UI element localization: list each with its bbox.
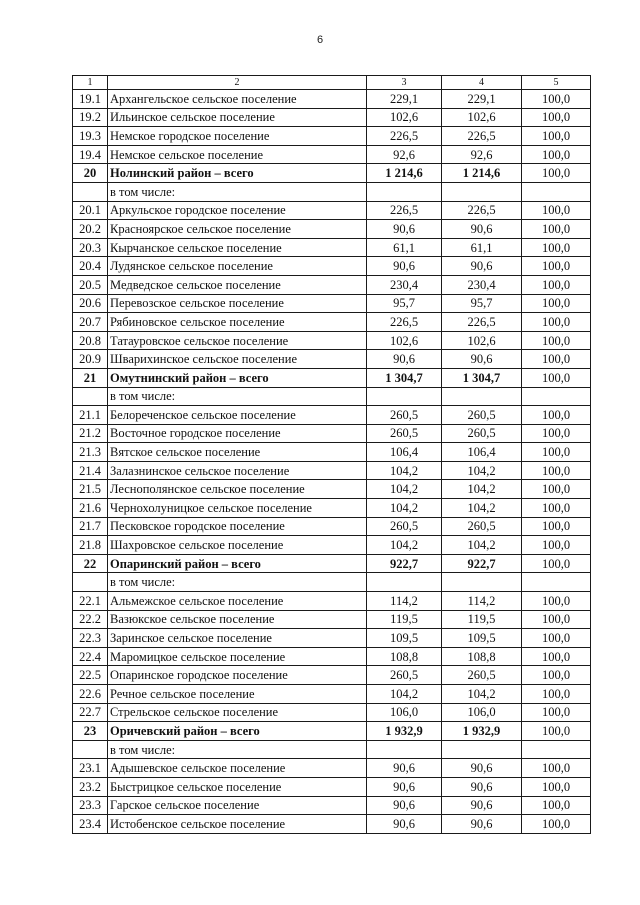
value-col3-cell bbox=[367, 740, 442, 759]
column-header-3: 3 bbox=[367, 76, 442, 90]
table-row bbox=[73, 610, 591, 629]
percent-cell bbox=[522, 182, 591, 201]
value-col3-cell: 102,6 bbox=[367, 331, 442, 350]
table-row bbox=[73, 90, 591, 109]
value-col3-cell: 260,5 bbox=[367, 517, 442, 536]
row-number-cell bbox=[73, 387, 108, 406]
value-col3-cell: 90,6 bbox=[367, 257, 442, 276]
table-row bbox=[73, 331, 591, 350]
row-number-cell: 21.1 bbox=[73, 406, 108, 425]
percent-cell: 100,0 bbox=[522, 127, 591, 146]
percent-cell: 100,0 bbox=[522, 164, 591, 183]
value-col4-cell: 104,2 bbox=[442, 685, 522, 704]
value-col4-cell: 104,2 bbox=[442, 499, 522, 518]
value-col3-cell: 104,2 bbox=[367, 499, 442, 518]
value-col3-cell: 108,8 bbox=[367, 647, 442, 666]
table-row bbox=[73, 294, 591, 313]
row-number-cell: 22.2 bbox=[73, 610, 108, 629]
percent-cell: 100,0 bbox=[522, 703, 591, 722]
value-col4-cell bbox=[442, 740, 522, 759]
row-number-cell: 21.7 bbox=[73, 517, 108, 536]
table-row bbox=[73, 499, 591, 518]
percent-cell: 100,0 bbox=[522, 368, 591, 387]
table-row bbox=[73, 517, 591, 536]
row-number-cell: 22.3 bbox=[73, 629, 108, 648]
settlement-name-cell: Леснополянское сельское поселение bbox=[108, 480, 367, 499]
column-header-1: 1 bbox=[73, 76, 108, 90]
row-number-cell: 20 bbox=[73, 164, 108, 183]
settlement-name-cell: Речное сельское поселение bbox=[108, 685, 367, 704]
column-number-row bbox=[73, 76, 591, 90]
table-row bbox=[73, 796, 591, 815]
row-number-cell: 20.3 bbox=[73, 238, 108, 257]
settlement-name-cell: в том числе: bbox=[108, 387, 367, 406]
percent-cell bbox=[522, 740, 591, 759]
settlement-name-cell: Залазнинское сельское поселение bbox=[108, 461, 367, 480]
table-row bbox=[73, 685, 591, 704]
settlements-table bbox=[72, 75, 591, 834]
row-number-cell: 21.3 bbox=[73, 443, 108, 462]
value-col3-cell: 260,5 bbox=[367, 424, 442, 443]
settlement-name-cell: Немское сельское поселение bbox=[108, 145, 367, 164]
value-col3-cell: 226,5 bbox=[367, 313, 442, 332]
table-row bbox=[73, 703, 591, 722]
row-number-cell: 21.5 bbox=[73, 480, 108, 499]
settlement-name-cell: Медведское сельское поселение bbox=[108, 275, 367, 294]
settlement-name-cell: Вятское сельское поселение bbox=[108, 443, 367, 462]
percent-cell: 100,0 bbox=[522, 592, 591, 611]
row-number-cell: 23.2 bbox=[73, 777, 108, 796]
value-col4-cell: 229,1 bbox=[442, 90, 522, 109]
value-col3-cell: 90,6 bbox=[367, 796, 442, 815]
settlement-name-cell: Немское городское поселение bbox=[108, 127, 367, 146]
district-total-row bbox=[73, 722, 591, 741]
value-col4-cell: 119,5 bbox=[442, 610, 522, 629]
settlement-name-cell: Песковское городское поселение bbox=[108, 517, 367, 536]
table-row bbox=[73, 461, 591, 480]
value-col3-cell bbox=[367, 387, 442, 406]
value-col4-cell: 109,5 bbox=[442, 629, 522, 648]
settlement-name-cell: Оричевский район – всего bbox=[108, 722, 367, 741]
row-number-cell: 20.2 bbox=[73, 220, 108, 239]
value-col4-cell: 61,1 bbox=[442, 238, 522, 257]
value-col4-cell: 260,5 bbox=[442, 424, 522, 443]
table-row bbox=[73, 313, 591, 332]
row-number-cell: 20.6 bbox=[73, 294, 108, 313]
value-col4-cell: 102,6 bbox=[442, 108, 522, 127]
row-number-cell bbox=[73, 573, 108, 592]
value-col4-cell: 102,6 bbox=[442, 331, 522, 350]
value-col3-cell: 109,5 bbox=[367, 629, 442, 648]
percent-cell: 100,0 bbox=[522, 424, 591, 443]
percent-cell: 100,0 bbox=[522, 647, 591, 666]
row-number-cell: 23.3 bbox=[73, 796, 108, 815]
settlement-name-cell: Белореченское сельское поселение bbox=[108, 406, 367, 425]
district-total-row bbox=[73, 164, 591, 183]
value-col3-cell: 61,1 bbox=[367, 238, 442, 257]
table-row bbox=[73, 257, 591, 276]
settlement-name-cell: Омутнинский район – всего bbox=[108, 368, 367, 387]
table-row bbox=[73, 480, 591, 499]
settlement-name-cell: Чернохолуницкое сельское поселение bbox=[108, 499, 367, 518]
value-col4-cell: 90,6 bbox=[442, 220, 522, 239]
settlement-name-cell: Лудянское сельское поселение bbox=[108, 257, 367, 276]
value-col3-cell: 1 214,6 bbox=[367, 164, 442, 183]
row-number-cell: 21 bbox=[73, 368, 108, 387]
row-number-cell bbox=[73, 182, 108, 201]
percent-cell: 100,0 bbox=[522, 220, 591, 239]
settlement-name-cell: Ильинское сельское поселение bbox=[108, 108, 367, 127]
percent-cell bbox=[522, 387, 591, 406]
value-col3-cell: 1 304,7 bbox=[367, 368, 442, 387]
value-col4-cell: 90,6 bbox=[442, 350, 522, 369]
value-col4-cell: 260,5 bbox=[442, 517, 522, 536]
value-col4-cell: 230,4 bbox=[442, 275, 522, 294]
value-col4-cell: 92,6 bbox=[442, 145, 522, 164]
row-number-cell: 22.5 bbox=[73, 666, 108, 685]
value-col3-cell bbox=[367, 182, 442, 201]
table-row bbox=[73, 666, 591, 685]
value-col3-cell: 104,2 bbox=[367, 685, 442, 704]
settlement-name-cell: Рябиновское сельское поселение bbox=[108, 313, 367, 332]
value-col4-cell: 1 214,6 bbox=[442, 164, 522, 183]
percent-cell: 100,0 bbox=[522, 443, 591, 462]
subheading-row bbox=[73, 182, 591, 201]
percent-cell: 100,0 bbox=[522, 499, 591, 518]
row-number-cell: 22.4 bbox=[73, 647, 108, 666]
settlement-name-cell: Татауровское сельское поселение bbox=[108, 331, 367, 350]
settlement-name-cell: Маромицкое сельское поселение bbox=[108, 647, 367, 666]
value-col4-cell: 922,7 bbox=[442, 554, 522, 573]
percent-cell: 100,0 bbox=[522, 480, 591, 499]
value-col3-cell: 90,6 bbox=[367, 220, 442, 239]
percent-cell: 100,0 bbox=[522, 313, 591, 332]
value-col3-cell: 260,5 bbox=[367, 406, 442, 425]
settlement-name-cell: Красноярское сельское поселение bbox=[108, 220, 367, 239]
settlement-name-cell: Гарское сельское поселение bbox=[108, 796, 367, 815]
percent-cell: 100,0 bbox=[522, 108, 591, 127]
settlement-name-cell: в том числе: bbox=[108, 740, 367, 759]
value-col4-cell bbox=[442, 573, 522, 592]
value-col4-cell: 90,6 bbox=[442, 796, 522, 815]
table-row bbox=[73, 220, 591, 239]
district-total-row bbox=[73, 554, 591, 573]
percent-cell: 100,0 bbox=[522, 777, 591, 796]
percent-cell: 100,0 bbox=[522, 461, 591, 480]
percent-cell: 100,0 bbox=[522, 406, 591, 425]
value-col4-cell: 104,2 bbox=[442, 461, 522, 480]
settlement-name-cell: Стрельское сельское поселение bbox=[108, 703, 367, 722]
value-col4-cell: 260,5 bbox=[442, 406, 522, 425]
table-row bbox=[73, 536, 591, 555]
value-col3-cell: 229,1 bbox=[367, 90, 442, 109]
settlement-name-cell: Вазюкское сельское поселение bbox=[108, 610, 367, 629]
value-col4-cell: 90,6 bbox=[442, 777, 522, 796]
value-col4-cell: 114,2 bbox=[442, 592, 522, 611]
value-col3-cell: 104,2 bbox=[367, 480, 442, 499]
row-number-cell: 23 bbox=[73, 722, 108, 741]
value-col3-cell: 119,5 bbox=[367, 610, 442, 629]
row-number-cell: 20.1 bbox=[73, 201, 108, 220]
table-row bbox=[73, 350, 591, 369]
table-row bbox=[73, 108, 591, 127]
value-col3-cell: 226,5 bbox=[367, 127, 442, 146]
settlement-name-cell: Заринское сельское поселение bbox=[108, 629, 367, 648]
row-number-cell: 19.2 bbox=[73, 108, 108, 127]
row-number-cell: 20.5 bbox=[73, 275, 108, 294]
value-col3-cell: 90,6 bbox=[367, 759, 442, 778]
row-number-cell: 20.4 bbox=[73, 257, 108, 276]
percent-cell: 100,0 bbox=[522, 554, 591, 573]
settlement-name-cell: Быстрицкое сельское поселение bbox=[108, 777, 367, 796]
table-row bbox=[73, 145, 591, 164]
percent-cell: 100,0 bbox=[522, 536, 591, 555]
table-row bbox=[73, 777, 591, 796]
value-col4-cell: 104,2 bbox=[442, 480, 522, 499]
row-number-cell: 21.8 bbox=[73, 536, 108, 555]
table-body bbox=[73, 90, 591, 834]
value-col4-cell: 106,0 bbox=[442, 703, 522, 722]
row-number-cell: 21.6 bbox=[73, 499, 108, 518]
table-row bbox=[73, 406, 591, 425]
settlement-name-cell: Опаринское городское поселение bbox=[108, 666, 367, 685]
table-row bbox=[73, 629, 591, 648]
settlement-name-cell: Кырчанское сельское поселение bbox=[108, 238, 367, 257]
percent-cell: 100,0 bbox=[522, 610, 591, 629]
value-col4-cell: 90,6 bbox=[442, 759, 522, 778]
row-number-cell: 22.6 bbox=[73, 685, 108, 704]
value-col3-cell bbox=[367, 573, 442, 592]
row-number-cell: 22 bbox=[73, 554, 108, 573]
row-number-cell: 19.4 bbox=[73, 145, 108, 164]
settlement-name-cell: Адышевское сельское поселение bbox=[108, 759, 367, 778]
row-number-cell: 23.4 bbox=[73, 815, 108, 834]
value-col4-cell: 106,4 bbox=[442, 443, 522, 462]
value-col3-cell: 114,2 bbox=[367, 592, 442, 611]
value-col4-cell: 90,6 bbox=[442, 815, 522, 834]
value-col4-cell: 95,7 bbox=[442, 294, 522, 313]
value-col4-cell: 260,5 bbox=[442, 666, 522, 685]
table-row bbox=[73, 592, 591, 611]
settlement-name-cell: Опаринский район – всего bbox=[108, 554, 367, 573]
value-col4-cell bbox=[442, 387, 522, 406]
percent-cell: 100,0 bbox=[522, 815, 591, 834]
district-total-row bbox=[73, 368, 591, 387]
value-col4-cell: 104,2 bbox=[442, 536, 522, 555]
table-row bbox=[73, 815, 591, 834]
percent-cell: 100,0 bbox=[522, 294, 591, 313]
percent-cell: 100,0 bbox=[522, 629, 591, 648]
row-number-cell: 21.4 bbox=[73, 461, 108, 480]
value-col3-cell: 104,2 bbox=[367, 536, 442, 555]
table-row bbox=[73, 127, 591, 146]
value-col3-cell: 95,7 bbox=[367, 294, 442, 313]
row-number-cell: 22.1 bbox=[73, 592, 108, 611]
value-col4-cell: 1 304,7 bbox=[442, 368, 522, 387]
value-col3-cell: 92,6 bbox=[367, 145, 442, 164]
value-col4-cell: 226,5 bbox=[442, 313, 522, 332]
value-col4-cell: 108,8 bbox=[442, 647, 522, 666]
percent-cell: 100,0 bbox=[522, 759, 591, 778]
percent-cell bbox=[522, 573, 591, 592]
value-col3-cell: 922,7 bbox=[367, 554, 442, 573]
settlement-name-cell: в том числе: bbox=[108, 573, 367, 592]
value-col4-cell: 90,6 bbox=[442, 257, 522, 276]
table-row bbox=[73, 424, 591, 443]
row-number-cell: 23.1 bbox=[73, 759, 108, 778]
page-number: 6 bbox=[316, 34, 324, 46]
percent-cell: 100,0 bbox=[522, 666, 591, 685]
value-col4-cell: 226,5 bbox=[442, 201, 522, 220]
table-row bbox=[73, 275, 591, 294]
column-header-5: 5 bbox=[522, 76, 591, 90]
row-number-cell: 21.2 bbox=[73, 424, 108, 443]
row-number-cell: 19.1 bbox=[73, 90, 108, 109]
table-row bbox=[73, 238, 591, 257]
value-col3-cell: 102,6 bbox=[367, 108, 442, 127]
settlement-name-cell: Архангельское сельское поселение bbox=[108, 90, 367, 109]
value-col3-cell: 90,6 bbox=[367, 777, 442, 796]
table-header bbox=[73, 76, 591, 90]
percent-cell: 100,0 bbox=[522, 90, 591, 109]
value-col3-cell: 260,5 bbox=[367, 666, 442, 685]
settlement-name-cell: Шварихинское сельское поселение bbox=[108, 350, 367, 369]
table-row bbox=[73, 759, 591, 778]
settlement-name-cell: Восточное городское поселение bbox=[108, 424, 367, 443]
percent-cell: 100,0 bbox=[522, 517, 591, 536]
value-col4-cell: 226,5 bbox=[442, 127, 522, 146]
value-col3-cell: 230,4 bbox=[367, 275, 442, 294]
subheading-row bbox=[73, 573, 591, 592]
settlement-name-cell: Аркульское городское поселение bbox=[108, 201, 367, 220]
percent-cell: 100,0 bbox=[522, 331, 591, 350]
settlement-name-cell: Перевозское сельское поселение bbox=[108, 294, 367, 313]
settlement-name-cell: Альмежское сельское поселение bbox=[108, 592, 367, 611]
percent-cell: 100,0 bbox=[522, 275, 591, 294]
settlement-name-cell: Истобенское сельское поселение bbox=[108, 815, 367, 834]
row-number-cell: 22.7 bbox=[73, 703, 108, 722]
row-number-cell: 20.7 bbox=[73, 313, 108, 332]
value-col3-cell: 226,5 bbox=[367, 201, 442, 220]
value-col3-cell: 90,6 bbox=[367, 815, 442, 834]
settlement-name-cell: Шахровское сельское поселение bbox=[108, 536, 367, 555]
percent-cell: 100,0 bbox=[522, 257, 591, 276]
settlement-name-cell: Нолинский район – всего bbox=[108, 164, 367, 183]
value-col3-cell: 90,6 bbox=[367, 350, 442, 369]
percent-cell: 100,0 bbox=[522, 145, 591, 164]
row-number-cell bbox=[73, 740, 108, 759]
row-number-cell: 20.9 bbox=[73, 350, 108, 369]
subheading-row bbox=[73, 740, 591, 759]
row-number-cell: 19.3 bbox=[73, 127, 108, 146]
percent-cell: 100,0 bbox=[522, 350, 591, 369]
value-col3-cell: 104,2 bbox=[367, 461, 442, 480]
value-col4-cell: 1 932,9 bbox=[442, 722, 522, 741]
column-header-4: 4 bbox=[442, 76, 522, 90]
table-row bbox=[73, 201, 591, 220]
column-header-2: 2 bbox=[108, 76, 367, 90]
percent-cell: 100,0 bbox=[522, 722, 591, 741]
value-col4-cell bbox=[442, 182, 522, 201]
table-row bbox=[73, 647, 591, 666]
value-col3-cell: 106,0 bbox=[367, 703, 442, 722]
percent-cell: 100,0 bbox=[522, 796, 591, 815]
row-number-cell: 20.8 bbox=[73, 331, 108, 350]
percent-cell: 100,0 bbox=[522, 685, 591, 704]
value-col3-cell: 106,4 bbox=[367, 443, 442, 462]
subheading-row bbox=[73, 387, 591, 406]
percent-cell: 100,0 bbox=[522, 201, 591, 220]
table-row bbox=[73, 443, 591, 462]
settlement-name-cell: в том числе: bbox=[108, 182, 367, 201]
percent-cell: 100,0 bbox=[522, 238, 591, 257]
value-col3-cell: 1 932,9 bbox=[367, 722, 442, 741]
